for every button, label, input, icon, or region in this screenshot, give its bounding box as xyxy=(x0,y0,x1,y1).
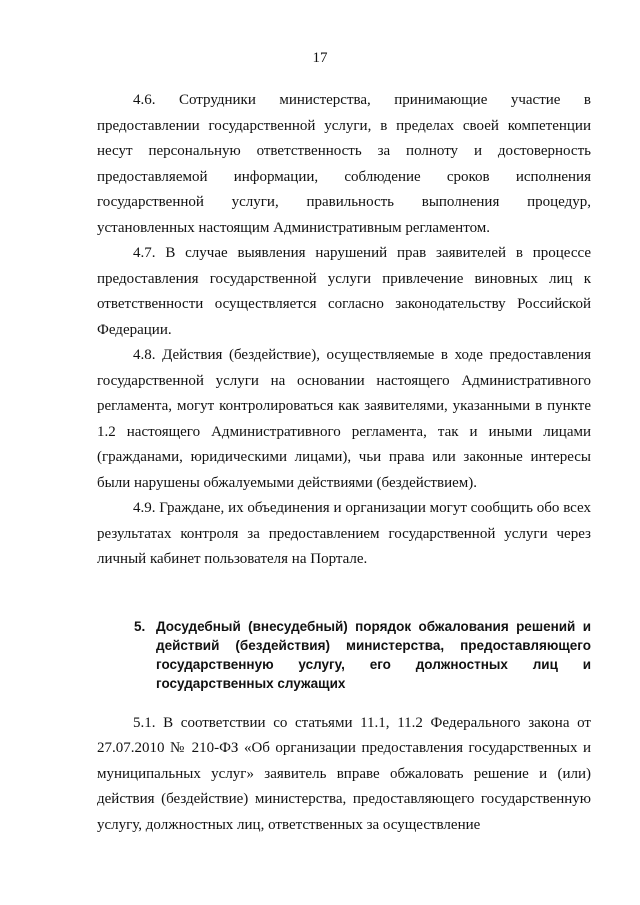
paragraph-4-8: 4.8. Действия (бездействие), осуществляемые в ходе предоставления государственной услуги на основании настоящего Административного регламента, могут контролироваться как заявителями, указанными в пункте 1.2 настоящего Административного регламента, так и иными лицами (гражданами, юридическими лицами), чьи права или законные интересы были нарушены обжалуемыми действиями (бездействием). xyxy=(97,347,591,491)
paragraph-4-6: 4.6. Сотрудники министерства, принимающие участие в предоставлении государственной услуги, в пределах своей компетенции несут персональную ответственность за полноту и достоверность предоставляемой информации, соблюдение сроков исполнения государственной услуги, правильность выполнения процедур, установленных настоящим Административным регламентом. xyxy=(97,92,591,236)
paragraph-4-7: 4.7. В случае выявления нарушений прав заявителей в процессе предоставления государственной услуги привлечение виновных лиц к ответственности осуществляется согласно законодательству Российской Федерации. xyxy=(97,245,591,338)
page-number: 17 xyxy=(312,50,328,66)
section-number: 5. xyxy=(134,618,146,634)
section-title: Досудебный (внесудебный) порядок обжалования решений и действий (бездействия) министерства, предоставляющего государственную услугу, его должностных лиц и государственных служащих xyxy=(156,618,591,691)
section-heading xyxy=(97,617,591,693)
paragraph-4-9: 4.9. Граждане, их объединения и организации могут сообщить обо всех результатах контроля за предоставлением государственной услуги через личный кабинет пользователя на Портале. xyxy=(97,500,591,567)
paragraph-5-1: 5.1. В соответствии со статьями 11.1, 11.2 Федерального закона от 27.07.2010 № 210-ФЗ «Об организации предоставления государственных и муниципальных услуг» заявитель вправе обжаловать решение и (или) действия (бездействие) министерства, предоставляющего государственную услугу, должностных лиц, ответственных за осуществление xyxy=(97,714,591,833)
document-body xyxy=(97,88,591,838)
section-body xyxy=(97,711,591,839)
